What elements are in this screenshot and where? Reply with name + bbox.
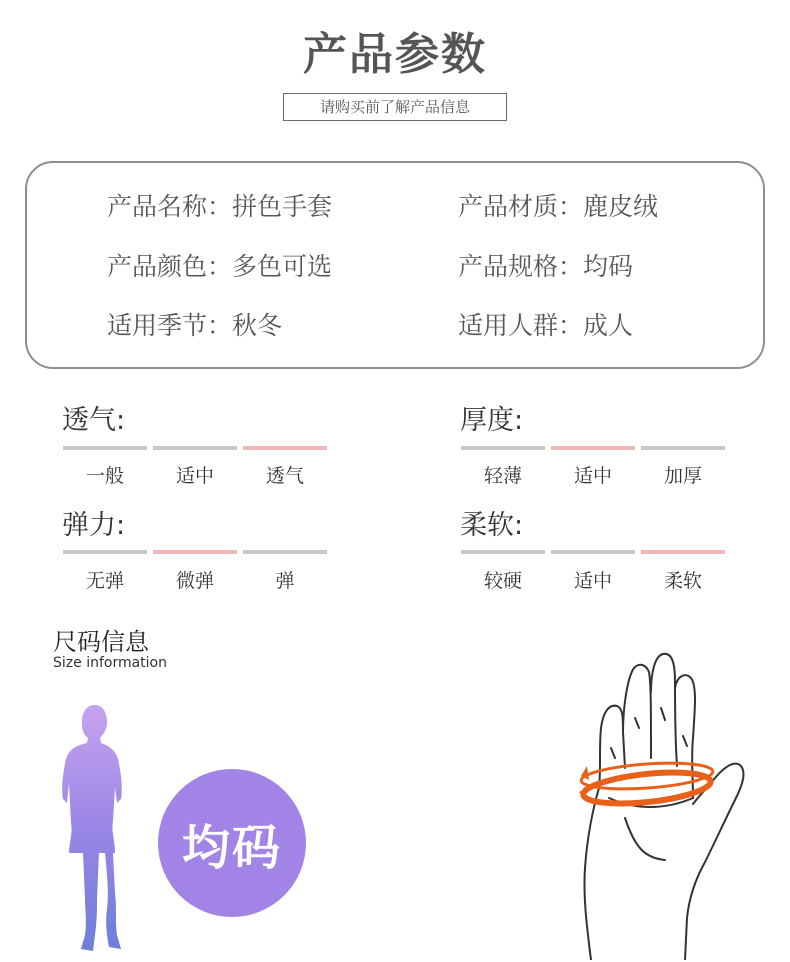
param-value: 均码: [583, 252, 634, 281]
scale-option: 适中: [573, 570, 612, 592]
size-title: 尺码信息: [53, 628, 149, 656]
scale-option: 适中: [175, 465, 214, 487]
param-label: 产品材质：: [458, 192, 584, 221]
param-label: 适用人群：: [458, 311, 584, 340]
param-audience: [458, 306, 633, 342]
param-label: 产品规格：: [458, 252, 584, 281]
scale-bar: [551, 446, 635, 450]
attr-title-breathability: 透气:: [62, 405, 126, 436]
param-color: [107, 247, 332, 283]
scale-bar: [461, 550, 545, 554]
attr-title-thickness: 厚度:: [460, 405, 524, 436]
param-value: 拼色手套: [232, 192, 333, 221]
scale-option: 一般: [85, 465, 124, 487]
size-badge: 均码: [158, 769, 306, 917]
scale-option: 轻薄: [483, 465, 522, 487]
param-name: [107, 187, 332, 223]
subtitle-banner: 请购买前了解产品信息: [283, 93, 507, 121]
scale-bar: [641, 446, 725, 450]
param-value: 成人: [583, 311, 634, 340]
scale-option: 无弹: [85, 570, 124, 592]
param-label: 产品颜色：: [107, 252, 233, 281]
param-label: 适用季节：: [107, 311, 233, 340]
scale-option: 弹: [275, 570, 295, 592]
scale-bar: [153, 550, 237, 554]
scale-bar: [63, 550, 147, 554]
attr-title-softness: 柔软:: [460, 510, 524, 541]
scale-option: 适中: [573, 465, 612, 487]
scale-bar: [641, 550, 725, 554]
param-material: [458, 187, 658, 223]
param-value: 鹿皮绒: [583, 192, 659, 221]
page-title: 产品参数: [303, 29, 487, 80]
scale-option: 加厚: [663, 465, 702, 487]
scale-option: 较硬: [483, 570, 522, 592]
scale-bar: [153, 446, 237, 450]
woman-silhouette-icon: [55, 703, 127, 955]
param-label: 产品名称：: [107, 192, 233, 221]
param-value: 秋冬: [232, 311, 283, 340]
scale-option: 透气: [265, 465, 304, 487]
scale-bar: [63, 446, 147, 450]
hand-measure-icon: [565, 648, 750, 960]
attr-title-elasticity: 弹力:: [62, 510, 126, 541]
scale-option: 微弹: [175, 570, 214, 592]
param-season: [107, 306, 282, 342]
scale-bar: [461, 446, 545, 450]
scale-bar: [551, 550, 635, 554]
size-subtitle: Size information: [53, 655, 167, 671]
scale-bar: [243, 446, 327, 450]
scale-bar: [243, 550, 327, 554]
scale-option: 柔软: [663, 570, 702, 592]
param-value: 多色可选: [232, 252, 333, 281]
param-spec: [458, 247, 633, 283]
